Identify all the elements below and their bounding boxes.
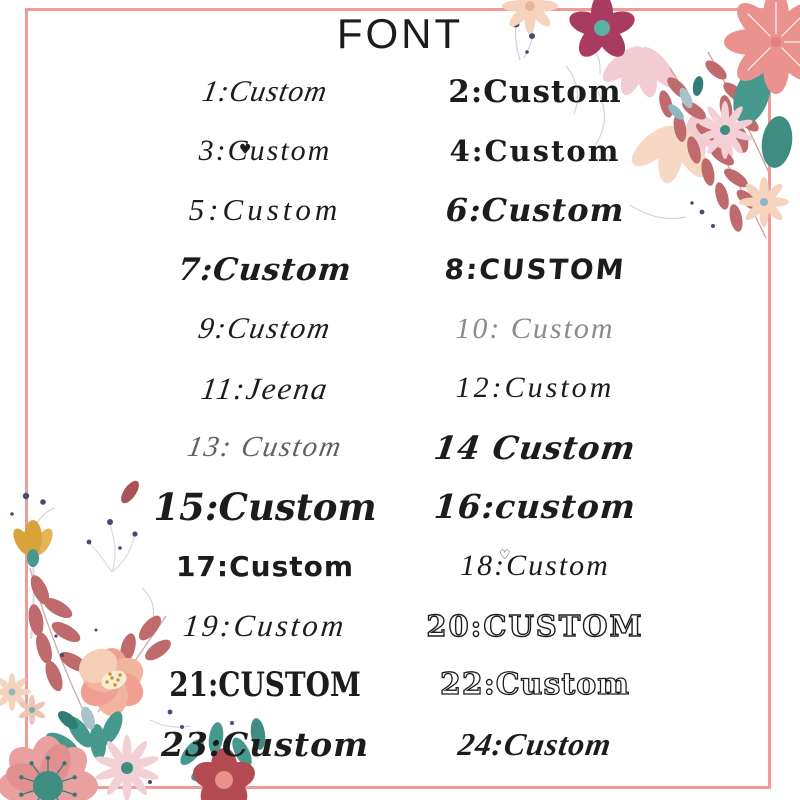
font-sample-8: 8:CUSTOM xyxy=(443,253,627,287)
font-sample-17: 17:Custom xyxy=(175,549,355,583)
font-sample-23: 23:Custom xyxy=(160,724,370,764)
font-sample-6: 6:Custom xyxy=(445,191,625,230)
font-sample-22: 22:Custom xyxy=(439,667,630,703)
font-sample-4: 4:Custom xyxy=(449,133,621,168)
font-sample-7: 7:Custom xyxy=(176,251,354,288)
font-sample-20: 20:CUSTOM xyxy=(426,608,644,643)
font-sample-5: 5:Custom xyxy=(188,192,342,228)
font-sample-12: 12:Custom xyxy=(455,371,615,405)
font-sample-14: 14 Custom xyxy=(431,428,639,467)
font-sample-19: 19:Custom xyxy=(181,607,349,643)
font-sample-9: 9:Custom xyxy=(195,311,335,345)
font-sample-11: 11:Jeena xyxy=(198,370,332,406)
scatter-dots-icon xyxy=(690,201,715,228)
font-sample-2: 2:Custom xyxy=(448,73,622,110)
font-list xyxy=(130,62,670,774)
font-sample-24: 24:Custom xyxy=(456,725,615,762)
font-sample-16: 16:custom xyxy=(432,487,638,527)
font-sample-15: 15:Custom xyxy=(153,484,377,529)
font-sample-10: 10: Custom xyxy=(455,311,615,345)
font-sample-18: ♡ 18:Custom xyxy=(400,537,670,596)
font-sample-3: ♥ 3:Custom xyxy=(130,121,400,180)
font-sample-1: 1:Custom xyxy=(199,74,331,108)
sprig-icon xyxy=(10,493,46,516)
font-sample-21: 21:CUSTOM xyxy=(169,664,361,705)
peach-daisy-icon xyxy=(739,177,789,227)
page-title: FONT xyxy=(336,10,464,57)
font-sample-13: 13: Custom xyxy=(184,431,346,464)
